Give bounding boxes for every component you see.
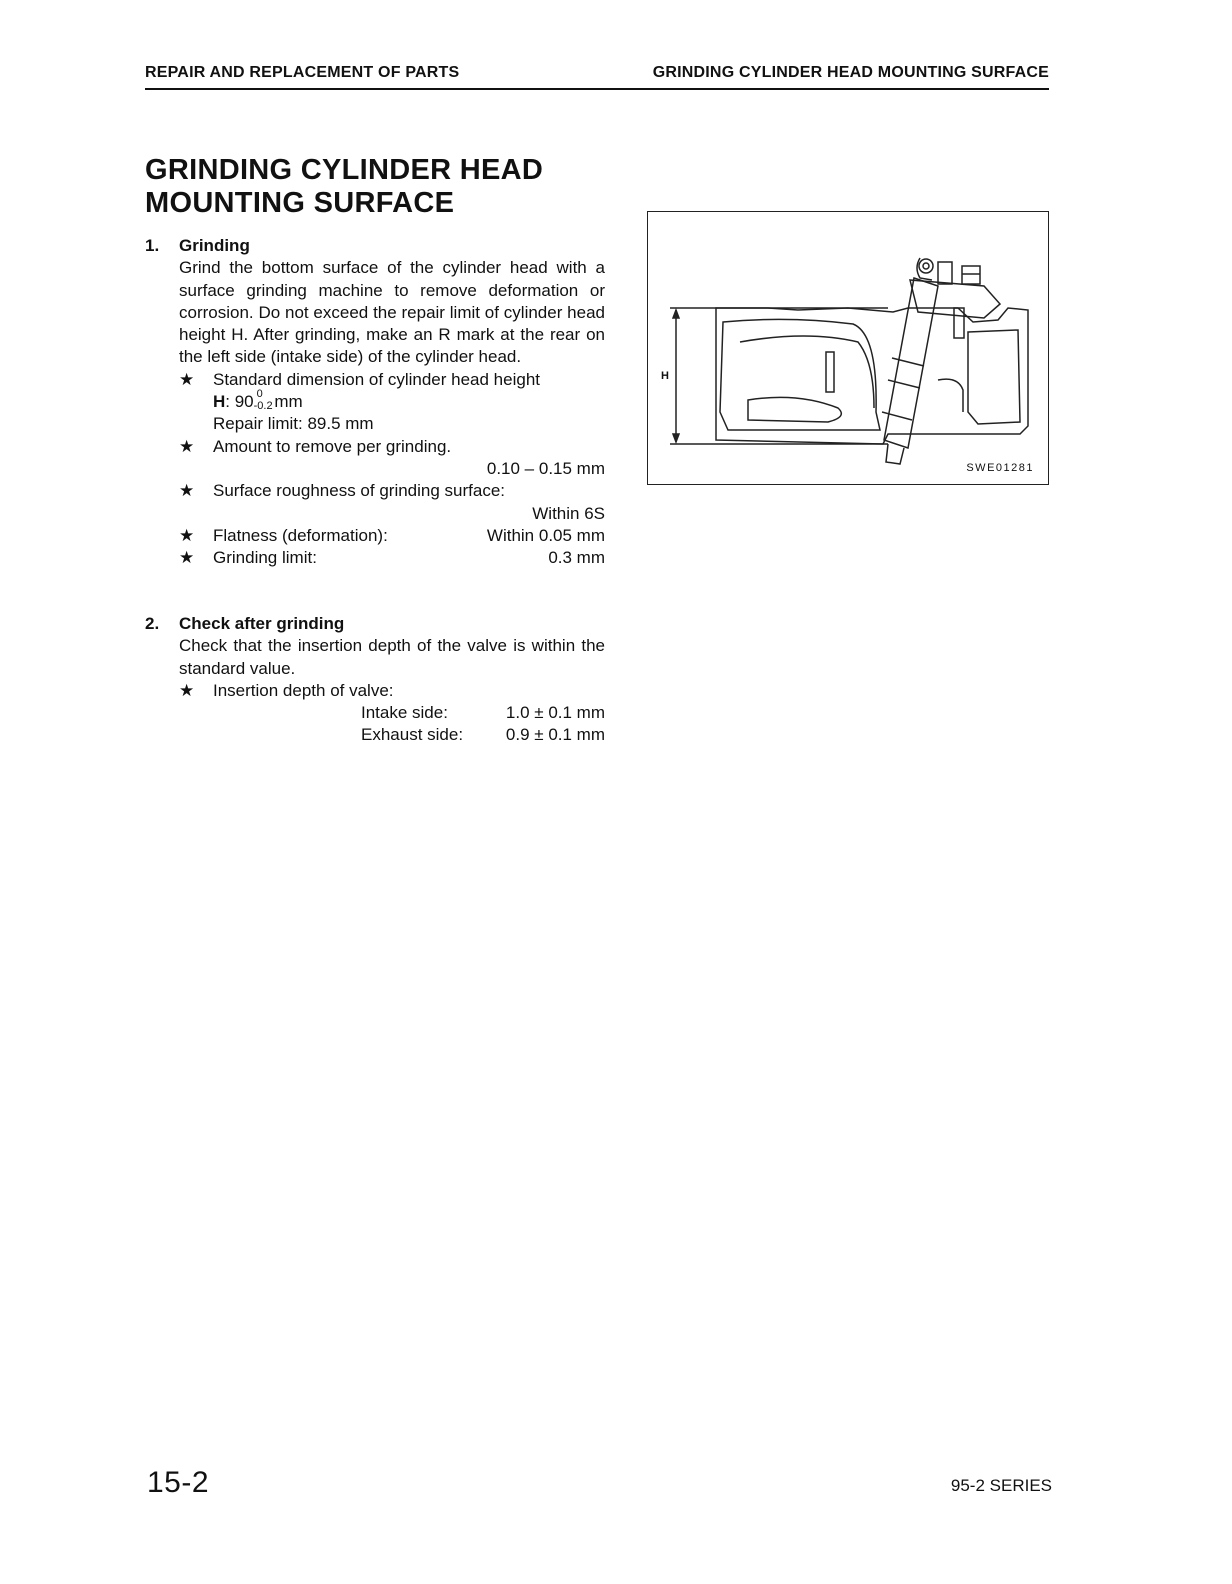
spec-label: Amount to remove per grinding. [213, 436, 452, 456]
star-icon: ★ [179, 436, 195, 456]
spec-value: Within 0.05 mm [486, 525, 605, 545]
intake-label: Intake side: [361, 703, 448, 723]
spec-label: Insertion depth of valve: [213, 680, 394, 700]
cylinder-head-figure [647, 211, 1049, 485]
repair-limit: Repair limit: 89.5 mm [213, 414, 374, 434]
spec-surface-roughness [179, 480, 605, 525]
exhaust-label: Exhaust side: [361, 725, 464, 745]
intake-value: 1.0 ± 0.1 mm [505, 703, 605, 723]
h-value: : 90 [225, 392, 254, 412]
spec-grinding-limit [179, 547, 605, 569]
section-title: Check after grinding [179, 614, 345, 633]
spec-label: Standard dimension of cylinder head height [213, 369, 540, 389]
spec-label: Grinding limit: [213, 548, 317, 568]
dimension-h-label: H [661, 370, 669, 382]
star-icon: ★ [179, 548, 195, 568]
cylinder-head-drawing [648, 212, 1048, 484]
tolerance-upper: 0 [256, 388, 263, 401]
spec-insertion-depth [179, 680, 605, 747]
page-header [145, 64, 1049, 90]
section-paragraph: Check that the insertion depth of the valve is within the standard value. [179, 636, 605, 678]
spec-value: Within 6S [532, 503, 605, 523]
figure-code: SWE01281 [966, 462, 1034, 474]
spec-amount-remove [179, 436, 605, 481]
star-icon: ★ [179, 525, 195, 545]
spec-value: 0.10 – 0.15 mm [486, 458, 605, 478]
section-paragraph: Grind the bottom surface of the cylinder head with a surface grinding machine to remove deformation or corrosion. Do not exceed the repair limit of cylinder head height H. After grinding, make an R mark at the rear on the left side (intake side) of the cylinder head. [179, 258, 605, 367]
tolerance [253, 388, 273, 413]
header-section: GRINDING CYLINDER HEAD MOUNTING SURFACE [652, 64, 1049, 81]
section-grinding [145, 235, 605, 569]
exhaust-value: 0.9 ± 0.1 mm [505, 725, 605, 745]
spec-label: Flatness (deformation): [213, 525, 388, 545]
h-unit: mm [269, 392, 303, 412]
spec-label: Surface roughness of grinding surface: [213, 481, 506, 501]
spec-value: 0.3 mm [548, 548, 605, 568]
page-number: 15-2 [147, 1466, 210, 1499]
star-icon: ★ [179, 369, 195, 389]
section-number: 1. [145, 236, 160, 255]
intake-row [213, 702, 605, 724]
star-icon: ★ [179, 481, 195, 501]
series-label: 95-2 SERIES [950, 1476, 1052, 1495]
spec-flatness [179, 525, 605, 547]
page-title [145, 154, 665, 220]
spec-value-h [213, 388, 605, 413]
title-line-2: MOUNTING SURFACE [145, 187, 455, 219]
exhaust-row [213, 724, 605, 746]
header-chapter: REPAIR AND REPLACEMENT OF PARTS [145, 64, 460, 81]
spec-standard-dimension [179, 369, 605, 436]
section-title: Grinding [179, 236, 250, 255]
h-symbol: H [213, 392, 226, 412]
tolerance-lower: -0.2 [253, 400, 273, 413]
section-check-after-grinding [145, 613, 605, 747]
star-icon: ★ [179, 680, 195, 700]
section-number: 2. [145, 614, 160, 633]
title-line-1: GRINDING CYLINDER HEAD [145, 154, 544, 186]
